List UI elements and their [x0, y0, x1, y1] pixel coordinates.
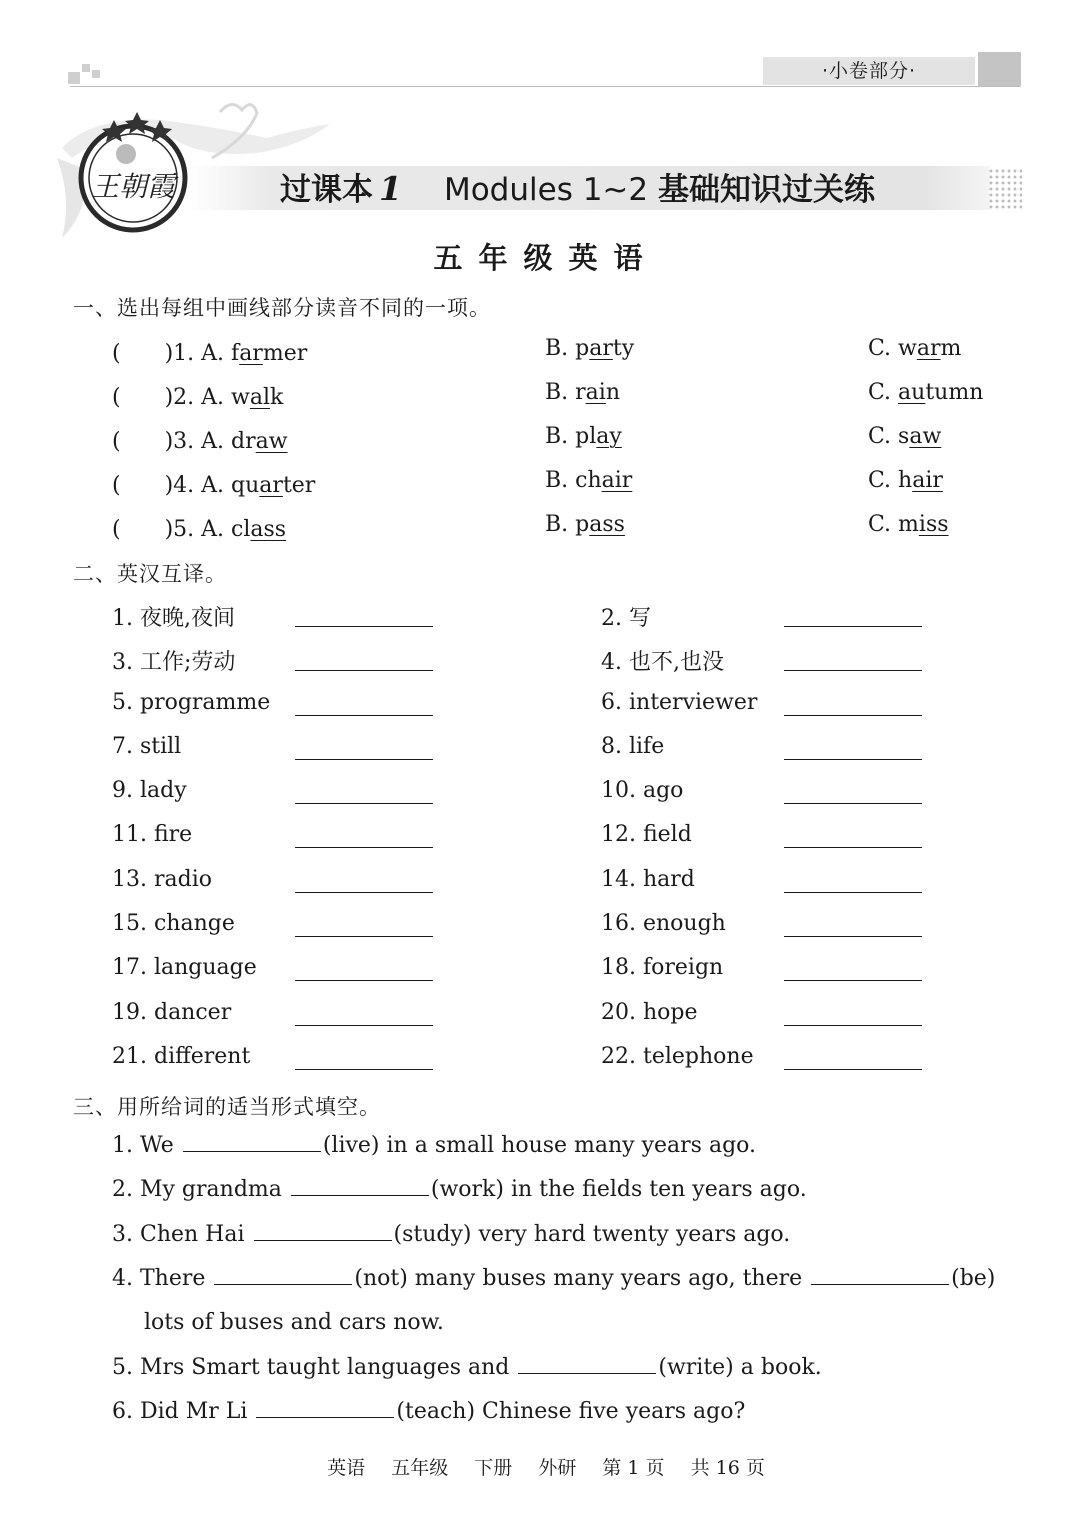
translation-item: 8. life	[601, 734, 665, 759]
page-title	[280, 168, 875, 210]
phonics-row: ( )2. A. walk	[112, 385, 284, 410]
header-rule	[70, 86, 1020, 87]
answer-blank[interactable]	[295, 715, 433, 716]
page-footer	[0, 1453, 1092, 1480]
translation-item: 10. ago	[601, 778, 684, 803]
answer-blank[interactable]	[295, 670, 433, 671]
answer-blank[interactable]	[214, 1266, 352, 1285]
answer-blank[interactable]	[295, 847, 433, 848]
footer-subject: 英语	[327, 1457, 366, 1479]
title-module-desc: 基础知识过关练	[657, 172, 875, 208]
translation-item: 17. language	[112, 955, 257, 980]
answer-blank[interactable]	[784, 803, 922, 804]
translation-item: 7. still	[112, 734, 182, 759]
translation-item: 3. 工作;劳动	[112, 650, 236, 675]
phonics-row: ( )4. A. quarter	[112, 473, 316, 498]
answer-blank[interactable]	[295, 1069, 433, 1070]
answer-blank[interactable]	[295, 1025, 433, 1026]
translation-item: 5. programme	[112, 690, 271, 715]
corner-square	[82, 64, 90, 72]
answer-blank[interactable]	[811, 1266, 949, 1285]
translation-item: 18. foreign	[601, 955, 724, 980]
answer-blank[interactable]	[784, 715, 922, 716]
translation-item: 21. different	[112, 1044, 251, 1069]
answer-blank[interactable]	[784, 1025, 922, 1026]
phonics-option-b: B. chair	[545, 468, 633, 493]
fill-sentence: 2. My grandma (work) in the fields ten years ago.	[112, 1177, 807, 1202]
phonics-option-b: B. pass	[545, 512, 625, 537]
answer-blank[interactable]	[518, 1355, 656, 1374]
answer-blank[interactable]	[291, 1177, 429, 1196]
phonics-option-b: B. play	[545, 424, 622, 449]
corner-square	[68, 72, 80, 84]
translation-item: 9. lady	[112, 778, 187, 803]
phonics-option-c: C. warm	[868, 336, 962, 361]
phonics-row: ( )3. A. draw	[112, 429, 288, 454]
fill-sentence: 4. There (not) many buses many years ago, there (be)	[112, 1266, 996, 1291]
section-tag: ·小卷部分·	[763, 57, 975, 85]
answer-blank[interactable]	[784, 892, 922, 893]
phonics-option-b: B. rain	[545, 380, 620, 405]
fill-sentence: 6. Did Mr Li (teach) Chinese five years ago?	[112, 1399, 746, 1424]
phonics-option-c: C. miss	[868, 512, 949, 537]
translation-item: 20. hope	[601, 1000, 698, 1025]
translation-item: 16. enough	[601, 911, 726, 936]
translation-item: 22. telephone	[601, 1044, 754, 1069]
translation-item: 12. field	[601, 822, 692, 847]
title-module	[444, 172, 875, 208]
translation-item: 2. 写	[601, 606, 651, 631]
fill-sentence: 1. We (live) in a small house many years ago.	[112, 1133, 757, 1158]
page-subtitle: 五年级英语	[433, 241, 659, 275]
answer-blank[interactable]	[784, 980, 922, 981]
phonics-row: ( )1. A. farmer	[112, 341, 308, 366]
answer-blank[interactable]	[295, 803, 433, 804]
title-number: 1	[379, 169, 402, 208]
answer-blank[interactable]	[784, 626, 922, 627]
phonics-option-c: C. hair	[868, 468, 943, 493]
phonics-row: ( )5. A. class	[112, 517, 287, 542]
translation-item: 6. interviewer	[601, 690, 758, 715]
fill-sentence: 5. Mrs Smart taught languages and (write) a book.	[112, 1355, 822, 1380]
answer-blank[interactable]	[784, 1069, 922, 1070]
answer-blank[interactable]	[183, 1133, 321, 1152]
translation-item: 4. 也不,也没	[601, 650, 724, 675]
answer-blank[interactable]	[254, 1222, 392, 1241]
answer-blank[interactable]	[295, 936, 433, 937]
answer-blank[interactable]	[295, 759, 433, 760]
translation-item: 11. fire	[112, 822, 193, 847]
answer-blank[interactable]	[784, 759, 922, 760]
corner-square	[92, 70, 100, 78]
footer-page-number: 第 1 页	[602, 1457, 665, 1479]
section-heading: 一、选出每组中画线部分读音不同的一项。	[73, 296, 491, 320]
logo-text: 王朝霞	[90, 170, 176, 203]
section-heading: 三、用所给词的适当形式填空。	[73, 1095, 381, 1119]
answer-blank[interactable]	[784, 670, 922, 671]
footer-volume: 下册	[474, 1457, 513, 1479]
phonics-option-c: C. autumn	[868, 380, 984, 405]
fill-sentence-continued: lots of buses and cars now.	[144, 1310, 444, 1335]
title-prefix: 过课本	[280, 172, 373, 208]
title-module-range: Modules 1~2	[443, 172, 649, 208]
dot-pattern	[988, 168, 1022, 210]
footer-publisher: 外研	[538, 1457, 577, 1479]
phonics-option-b: B. party	[545, 336, 635, 361]
footer-grade: 五年级	[391, 1457, 449, 1479]
translation-item: 1. 夜晚,夜间	[112, 606, 235, 631]
answer-blank[interactable]	[295, 980, 433, 981]
answer-blank[interactable]	[295, 892, 433, 893]
tag-block	[978, 52, 1021, 86]
translation-item: 13. radio	[112, 867, 212, 892]
fill-sentence: 3. Chen Hai (study) very hard twenty years ago.	[112, 1222, 791, 1247]
answer-blank[interactable]	[784, 936, 922, 937]
translation-item: 19. dancer	[112, 1000, 232, 1025]
answer-blank[interactable]	[295, 626, 433, 627]
section-heading: 二、英汉互译。	[73, 562, 227, 586]
answer-blank[interactable]	[784, 847, 922, 848]
answer-blank[interactable]	[256, 1399, 394, 1418]
translation-item: 15. change	[112, 911, 235, 936]
translation-item: 14. hard	[601, 867, 695, 892]
footer-total-pages: 共 16 页	[690, 1457, 765, 1479]
phonics-option-c: C. saw	[868, 424, 942, 449]
